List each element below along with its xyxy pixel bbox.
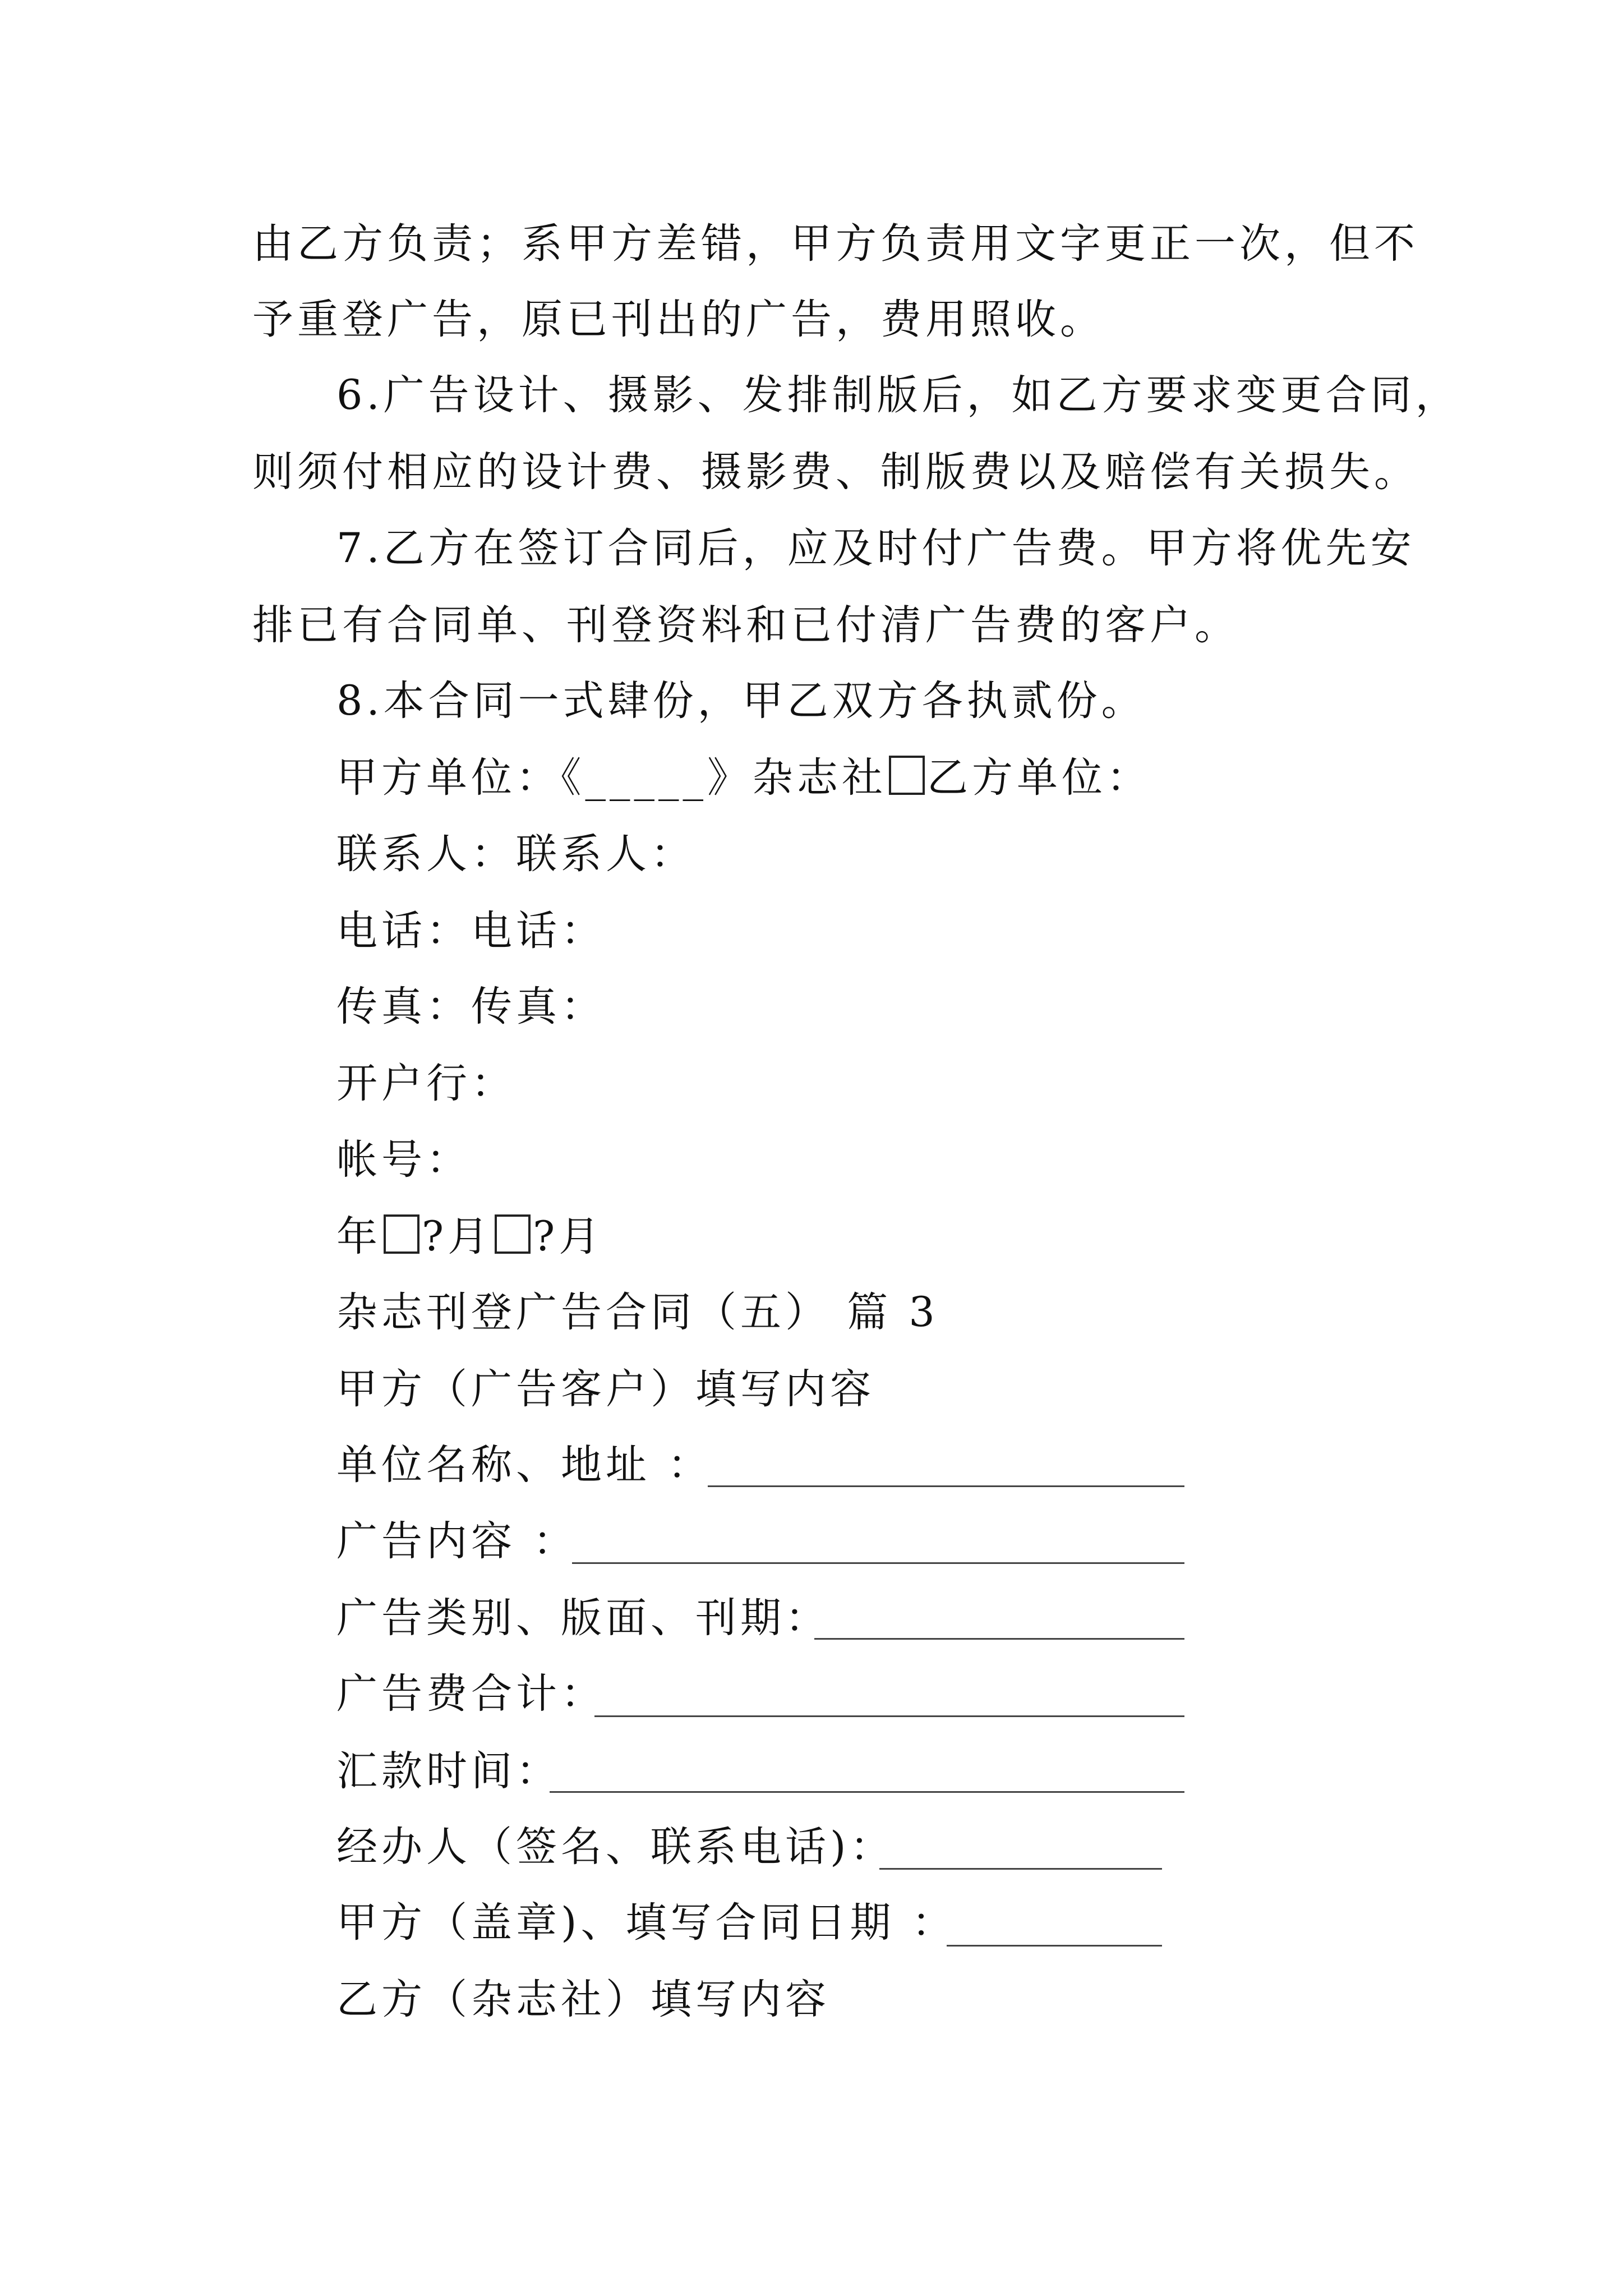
field-ad-content-blank bbox=[572, 1562, 1184, 1564]
placeholder-box-icon bbox=[495, 1214, 531, 1254]
paragraph-5-cont-line-1: 由乙方负责；系甲方差错，甲方负责用文字更正一次，但不 bbox=[252, 220, 1419, 268]
section-3-heading: 杂志刊登广告合同（五） 篇 3 bbox=[336, 1289, 939, 1336]
party-a-fill-title: 甲方（广告客户）填写内容 bbox=[336, 1365, 875, 1413]
date-month-2: ?月 bbox=[533, 1213, 604, 1260]
field-remit-time-blank bbox=[550, 1791, 1184, 1793]
party-units-line bbox=[336, 750, 1151, 806]
party-a-unit-suffix: 》杂志社 bbox=[707, 754, 887, 802]
phone-line: 电话：电话： bbox=[336, 907, 606, 955]
field-remit-time-label: 汇款时间： bbox=[336, 1747, 561, 1795]
field-ad-content-label: 广告内容 ： bbox=[336, 1517, 578, 1565]
date-line bbox=[336, 1209, 603, 1265]
field-ad-fee-label: 广告费合计： bbox=[336, 1670, 606, 1718]
party-a-unit-blank: _____ bbox=[585, 754, 707, 802]
field-ad-category-blank bbox=[814, 1638, 1184, 1640]
field-handler-label: 经办人（签名、联系电话)： bbox=[336, 1823, 895, 1871]
field-unit-name-label: 单位名称、地址 ： bbox=[336, 1441, 713, 1489]
field-ad-category-label: 广告类别、版面、刊期： bbox=[336, 1594, 830, 1642]
date-year: 年 bbox=[336, 1213, 381, 1260]
bank-line: 开户行： bbox=[336, 1060, 516, 1107]
account-line: 帐号： bbox=[336, 1136, 471, 1184]
clause-6-line-2: 则须付相应的设计费、摄影费、制版费以及赔偿有关损失。 bbox=[252, 448, 1419, 496]
paragraph-5-cont-line-2: 予重登广告，原已刊出的广告，费用照收。 bbox=[252, 296, 1105, 343]
clause-7-line-1: 7.乙方在签订合同后，应及时付广告费。甲方将优先安 bbox=[336, 524, 1415, 572]
party-a-unit-prefix: 甲方单位：《 bbox=[336, 754, 585, 802]
field-seal-date-blank bbox=[947, 1945, 1162, 1947]
fax-line: 传真：传真： bbox=[336, 983, 606, 1030]
field-ad-fee-blank bbox=[594, 1715, 1184, 1717]
party-b-fill-title: 乙方（杂志社）填写内容 bbox=[336, 1976, 830, 2023]
field-seal-date-label: 甲方（盖章)、填写合同日期 ： bbox=[336, 1899, 957, 1947]
clause-7-line-2: 排已有合同单、刊登资料和已付清广告费的客户。 bbox=[252, 601, 1239, 649]
date-month-1: ?月 bbox=[422, 1213, 493, 1260]
placeholder-box-icon bbox=[384, 1214, 419, 1254]
party-b-unit-label: 乙方单位： bbox=[927, 754, 1151, 802]
field-unit-name-blank bbox=[708, 1485, 1184, 1487]
clause-8: 8.本合同一式肆份，甲乙双方各执贰份。 bbox=[336, 677, 1146, 725]
contact-line: 联系人：联系人： bbox=[336, 830, 695, 878]
clause-6-line-1: 6.广告设计、摄影、发排制版后，如乙方要求变更合同， bbox=[336, 371, 1460, 419]
field-handler-blank bbox=[879, 1868, 1162, 1870]
placeholder-box-icon bbox=[889, 756, 925, 795]
